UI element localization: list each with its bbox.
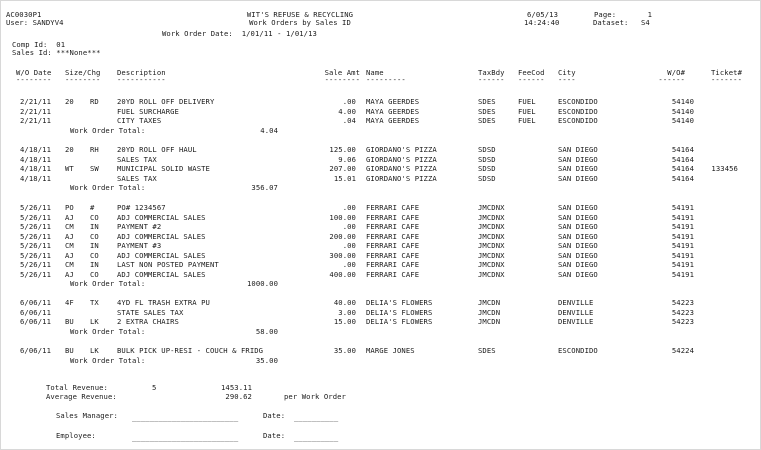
cell-description: PAYMENT #3: [117, 241, 162, 250]
cell-sale-amt: 4.00: [338, 106, 356, 116]
cell-description: 2 EXTRA CHAIRS: [117, 317, 179, 326]
cell-chg: IN: [90, 222, 99, 231]
cell-wo-num: 54223: [671, 307, 694, 317]
work-order-total: 356.07: [251, 183, 278, 192]
cell-name: DELIA'S FLOWERS: [366, 307, 433, 317]
cell-size: 4F: [65, 298, 74, 307]
cell-wo-date: 5/26/11: [20, 212, 51, 222]
cell-taxbdy: SDES: [478, 106, 496, 116]
col-size-chg: Size/Chg: [65, 68, 101, 77]
cell-city: SAN DIEGO: [558, 241, 598, 250]
cell-taxbdy: JMCDNX: [478, 212, 505, 222]
cell-sale-amt: 3.00: [338, 307, 356, 317]
cell-wo-date: 5/26/11: [20, 250, 51, 260]
cell-city: ESCONDIDO: [558, 116, 598, 125]
cell-sale-amt: .04: [342, 116, 356, 125]
cell-chg: IN: [90, 241, 99, 250]
cell-wo-date: 5/26/11: [20, 231, 51, 241]
cell-city: SAN DIEGO: [558, 222, 598, 231]
work-order-total: 1000.00: [247, 279, 278, 288]
cell-sale-amt: .00: [342, 222, 356, 231]
report-id: AC0030P1: [6, 10, 42, 19]
cell-size: CM: [65, 260, 74, 269]
cell-size: CM: [65, 222, 74, 231]
cell-name: FERRARI CAFE: [366, 260, 420, 269]
run-time: 14:24:40: [524, 18, 560, 27]
col-taxbdy: TaxBdy: [478, 68, 505, 77]
cell-taxbdy: SDSD: [478, 173, 496, 183]
col-underline: ------: [518, 75, 545, 84]
cell-sale-amt: 40.00: [333, 298, 356, 307]
cell-name: FERRARI CAFE: [366, 212, 420, 222]
cell-sale-amt: 200.00: [329, 231, 356, 241]
cell-sale-amt: 100.00: [329, 212, 356, 222]
col-sale-amt: Sale Amt: [324, 68, 360, 77]
col-wo-date: W/O Date: [16, 68, 52, 77]
sales-manager-label: Sales Manager:: [56, 411, 118, 420]
cell-description: PO# 1234567: [117, 203, 166, 212]
cell-wo-num: 54191: [671, 260, 694, 269]
col-underline: ------: [478, 75, 505, 84]
cell-sale-amt: 15.00: [333, 317, 356, 326]
work-order-total-label: Work Order Total:: [70, 326, 146, 336]
cell-description: 20YD ROLL OFF DELIVERY: [117, 97, 215, 106]
cell-taxbdy: JMCDNX: [478, 231, 505, 241]
cell-chg: CO: [90, 269, 99, 279]
cell-chg: LK: [90, 346, 99, 355]
employee-signature-line: ________________________: [132, 433, 239, 442]
cell-sale-amt: 300.00: [329, 250, 356, 260]
cell-wo-num: 54164: [671, 145, 694, 154]
cell-name: MAYA GEERDES: [366, 97, 420, 106]
cell-size: AJ: [65, 250, 74, 260]
cell-taxbdy: JMCDN: [478, 317, 501, 326]
cell-feecod: FUEL: [518, 97, 536, 106]
cell-city: SAN DIEGO: [558, 203, 598, 212]
cell-wo-date: 6/06/11: [20, 307, 51, 317]
cell-city: SAN DIEGO: [558, 260, 598, 269]
cell-description: FUEL SURCHARGE: [117, 106, 179, 116]
cell-sale-amt: .00: [342, 97, 356, 106]
cell-description: ADJ COMMERCIAL SALES: [117, 269, 206, 279]
cell-wo-date: 6/06/11: [20, 298, 51, 307]
cell-city: SAN DIEGO: [558, 269, 598, 279]
cell-taxbdy: JMCDNX: [478, 203, 505, 212]
cell-description: STATE SALES TAX: [117, 307, 184, 317]
col-feecod: FeeCod: [518, 68, 545, 77]
cell-description: 4YD FL TRASH EXTRA PU: [117, 298, 210, 307]
cell-size: 20: [65, 97, 74, 106]
cell-size: AJ: [65, 212, 74, 222]
cell-city: ESCONDIDO: [558, 346, 598, 355]
cell-sale-amt: .00: [342, 241, 356, 250]
cell-city: DENVILLE: [558, 307, 594, 317]
cell-name: GIORDANO'S PIZZA: [366, 145, 437, 154]
cell-sale-amt: 9.06: [338, 154, 356, 164]
user-label: User: SANDYV4: [6, 18, 64, 27]
cell-size: BU: [65, 346, 74, 355]
cell-taxbdy: JMCDNX: [478, 269, 505, 279]
cell-taxbdy: JMCDN: [478, 298, 501, 307]
cell-wo-date: 4/18/11: [20, 164, 51, 173]
cell-wo-num: 54191: [671, 241, 694, 250]
cell-taxbdy: JMCDN: [478, 307, 501, 317]
cell-chg: RH: [90, 145, 99, 154]
cell-wo-num: 54191: [671, 269, 694, 279]
page-label: Page:: [594, 10, 617, 19]
cell-city: SAN DIEGO: [558, 173, 598, 183]
total-revenue: 1453.11: [221, 383, 252, 392]
cell-wo-date: 5/26/11: [20, 241, 51, 250]
cell-wo-num: 54191: [671, 222, 694, 231]
col-underline: ----: [558, 75, 576, 84]
page-number: 1: [647, 10, 652, 19]
work-order-total-label: Work Order Total:: [70, 355, 146, 365]
col-underline: ------: [658, 75, 685, 84]
cell-chg: #: [90, 203, 95, 212]
cell-taxbdy: SDSD: [478, 145, 496, 154]
cell-chg: IN: [90, 260, 99, 269]
cell-wo-num: 54164: [671, 173, 694, 183]
date-range: Work Order Date: 1/01/11 - 1/01/13: [162, 29, 317, 38]
cell-wo-num: 54164: [671, 164, 694, 173]
cell-wo-date: 4/18/11: [20, 145, 51, 154]
cell-wo-date: 2/21/11: [20, 97, 51, 106]
cell-taxbdy: SDES: [478, 97, 496, 106]
cell-description: SALES TAX: [117, 154, 157, 164]
cell-wo-num: 54140: [671, 97, 694, 106]
cell-wo-num: 54191: [671, 203, 694, 212]
cell-chg: TX: [90, 298, 99, 307]
cell-size: 20: [65, 145, 74, 154]
cell-wo-date: 6/06/11: [20, 346, 51, 355]
cell-city: DENVILLE: [558, 298, 594, 307]
cell-city: SAN DIEGO: [558, 164, 598, 173]
cell-description: PAYMENT #2: [117, 222, 162, 231]
avg-revenue-label: Average Revenue:: [46, 392, 117, 401]
per-work-order-label: per Work Order: [284, 392, 346, 401]
cell-city: SAN DIEGO: [558, 250, 598, 260]
cell-name: FERRARI CAFE: [366, 250, 420, 260]
cell-wo-num: 54140: [671, 106, 694, 116]
cell-description: CITY TAXES: [117, 116, 162, 125]
comp-id: Comp Id: 01: [12, 40, 66, 49]
cell-description: LAST NON POSTED PAYMENT: [117, 260, 219, 269]
cell-name: MAYA GEERDES: [366, 106, 420, 116]
cell-city: SAN DIEGO: [558, 145, 598, 154]
cell-size: BU: [65, 317, 74, 326]
work-order-total: 4.04: [260, 125, 278, 135]
total-count: 5: [152, 383, 157, 392]
cell-city: SAN DIEGO: [558, 212, 598, 222]
col-underline: -------: [711, 75, 742, 84]
cell-city: DENVILLE: [558, 317, 594, 326]
cell-description: MUNICIPAL SOLID WASTE: [117, 164, 210, 173]
cell-name: FERRARI CAFE: [366, 241, 420, 250]
cell-wo-date: 5/26/11: [20, 269, 51, 279]
employee-date-line: __________: [294, 433, 339, 442]
cell-sale-amt: 400.00: [329, 269, 356, 279]
cell-taxbdy: SDSD: [478, 154, 496, 164]
cell-wo-num: 54223: [671, 298, 694, 307]
cell-name: FERRARI CAFE: [366, 231, 420, 241]
cell-sale-amt: .00: [342, 260, 356, 269]
date-label: Date:: [263, 411, 286, 420]
cell-taxbdy: SDES: [478, 116, 496, 125]
work-order-total-label: Work Order Total:: [70, 125, 146, 135]
cell-wo-date: 5/26/11: [20, 203, 51, 212]
cell-sale-amt: 15.01: [333, 173, 356, 183]
cell-feecod: FUEL: [518, 106, 536, 116]
cell-description: ADJ COMMERCIAL SALES: [117, 250, 206, 260]
cell-taxbdy: JMCDNX: [478, 241, 505, 250]
cell-description: SALES TAX: [117, 173, 157, 183]
col-wo-num: W/O#: [667, 68, 685, 77]
work-order-total-label: Work Order Total:: [70, 279, 146, 288]
cell-city: SAN DIEGO: [558, 231, 598, 241]
cell-description: ADJ COMMERCIAL SALES: [117, 231, 206, 241]
cell-taxbdy: JMCDNX: [478, 250, 505, 260]
cell-description: ADJ COMMERCIAL SALES: [117, 212, 206, 222]
cell-name: GIORDANO'S PIZZA: [366, 164, 437, 173]
cell-name: FERRARI CAFE: [366, 222, 420, 231]
cell-chg: CO: [90, 250, 99, 260]
work-order-total-label: Work Order Total:: [70, 183, 146, 192]
dataset-value: S4: [641, 18, 650, 27]
cell-name: DELIA'S FLOWERS: [366, 317, 433, 326]
cell-wo-date: 2/21/11: [20, 116, 51, 125]
col-description: Description: [117, 68, 166, 77]
report-title: Work Orders by Sales ID: [249, 18, 351, 27]
cell-wo-num: 54164: [671, 154, 694, 164]
cell-description: BULK PICK UP-RESI - COUCH & FRIDG: [117, 346, 264, 355]
cell-wo-num: 54191: [671, 231, 694, 241]
cell-taxbdy: SDES: [478, 346, 496, 355]
col-city: City: [558, 68, 576, 77]
run-date: 6/05/13: [527, 10, 558, 19]
cell-size: AJ: [65, 231, 74, 241]
cell-sale-amt: 35.00: [333, 346, 356, 355]
cell-city: SAN DIEGO: [558, 154, 598, 164]
cell-wo-date: 6/06/11: [20, 317, 51, 326]
cell-chg: RD: [90, 97, 99, 106]
cell-wo-num: 54223: [671, 317, 694, 326]
avg-revenue: 290.62: [225, 392, 252, 401]
cell-chg: CO: [90, 231, 99, 241]
cell-wo-date: 5/26/11: [20, 222, 51, 231]
cell-wo-num: 54140: [671, 116, 694, 125]
cell-chg: SW: [90, 164, 99, 173]
cell-city: ESCONDIDO: [558, 97, 598, 106]
total-revenue-label: Total Revenue:: [46, 383, 108, 392]
col-underline: -----------: [117, 75, 166, 84]
col-underline: --------: [324, 75, 360, 84]
col-underline: ---------: [366, 75, 406, 84]
col-underline: --------: [65, 75, 101, 84]
cell-taxbdy: JMCDNX: [478, 260, 505, 269]
cell-size: PO: [65, 203, 74, 212]
cell-city: ESCONDIDO: [558, 106, 598, 116]
col-ticket: Ticket#: [711, 68, 742, 77]
cell-chg: LK: [90, 317, 99, 326]
cell-wo-date: 2/21/11: [20, 106, 51, 116]
cell-size: AJ: [65, 269, 74, 279]
date-label: Date:: [263, 431, 286, 440]
cell-taxbdy: JMCDNX: [478, 222, 505, 231]
cell-description: 20YD ROLL OFF HAUL: [117, 145, 197, 154]
cell-name: DELIA'S FLOWERS: [366, 298, 433, 307]
work-order-total: 35.00: [255, 355, 278, 365]
cell-sale-amt: 125.00: [329, 145, 356, 154]
cell-chg: CO: [90, 212, 99, 222]
cell-name: FERRARI CAFE: [366, 203, 420, 212]
cell-wo-num: 54191: [671, 212, 694, 222]
cell-feecod: FUEL: [518, 116, 536, 125]
work-order-total: 58.00: [255, 326, 278, 336]
cell-name: MAYA GEERDES: [366, 116, 420, 125]
cell-size: WT: [65, 164, 74, 173]
cell-size: CM: [65, 241, 74, 250]
cell-sale-amt: 207.00: [329, 164, 356, 173]
col-name: Name: [366, 68, 384, 77]
cell-ticket: 133456: [711, 164, 738, 173]
cell-name: GIORDANO'S PIZZA: [366, 173, 437, 183]
cell-wo-num: 54224: [671, 346, 694, 355]
cell-wo-date: 5/26/11: [20, 260, 51, 269]
dataset-label: Dataset:: [593, 18, 629, 27]
cell-sale-amt: .00: [342, 203, 356, 212]
company-name: WIT'S REFUSE & RECYCLING: [246, 10, 354, 19]
employee-label: Employee:: [56, 431, 96, 440]
col-underline: --------: [16, 75, 52, 84]
cell-wo-num: 54191: [671, 250, 694, 260]
cell-wo-date: 4/18/11: [20, 173, 51, 183]
cell-name: MARGE JONES: [366, 346, 415, 355]
cell-wo-date: 4/18/11: [20, 154, 51, 164]
manager-date-line: __________: [294, 413, 339, 422]
cell-taxbdy: SDSD: [478, 164, 496, 173]
sales-id: Sales Id: ***None***: [12, 48, 101, 57]
sales-manager-signature-line: ________________________: [132, 413, 239, 422]
cell-name: GIORDANO'S PIZZA: [366, 154, 437, 164]
cell-name: FERRARI CAFE: [366, 269, 420, 279]
